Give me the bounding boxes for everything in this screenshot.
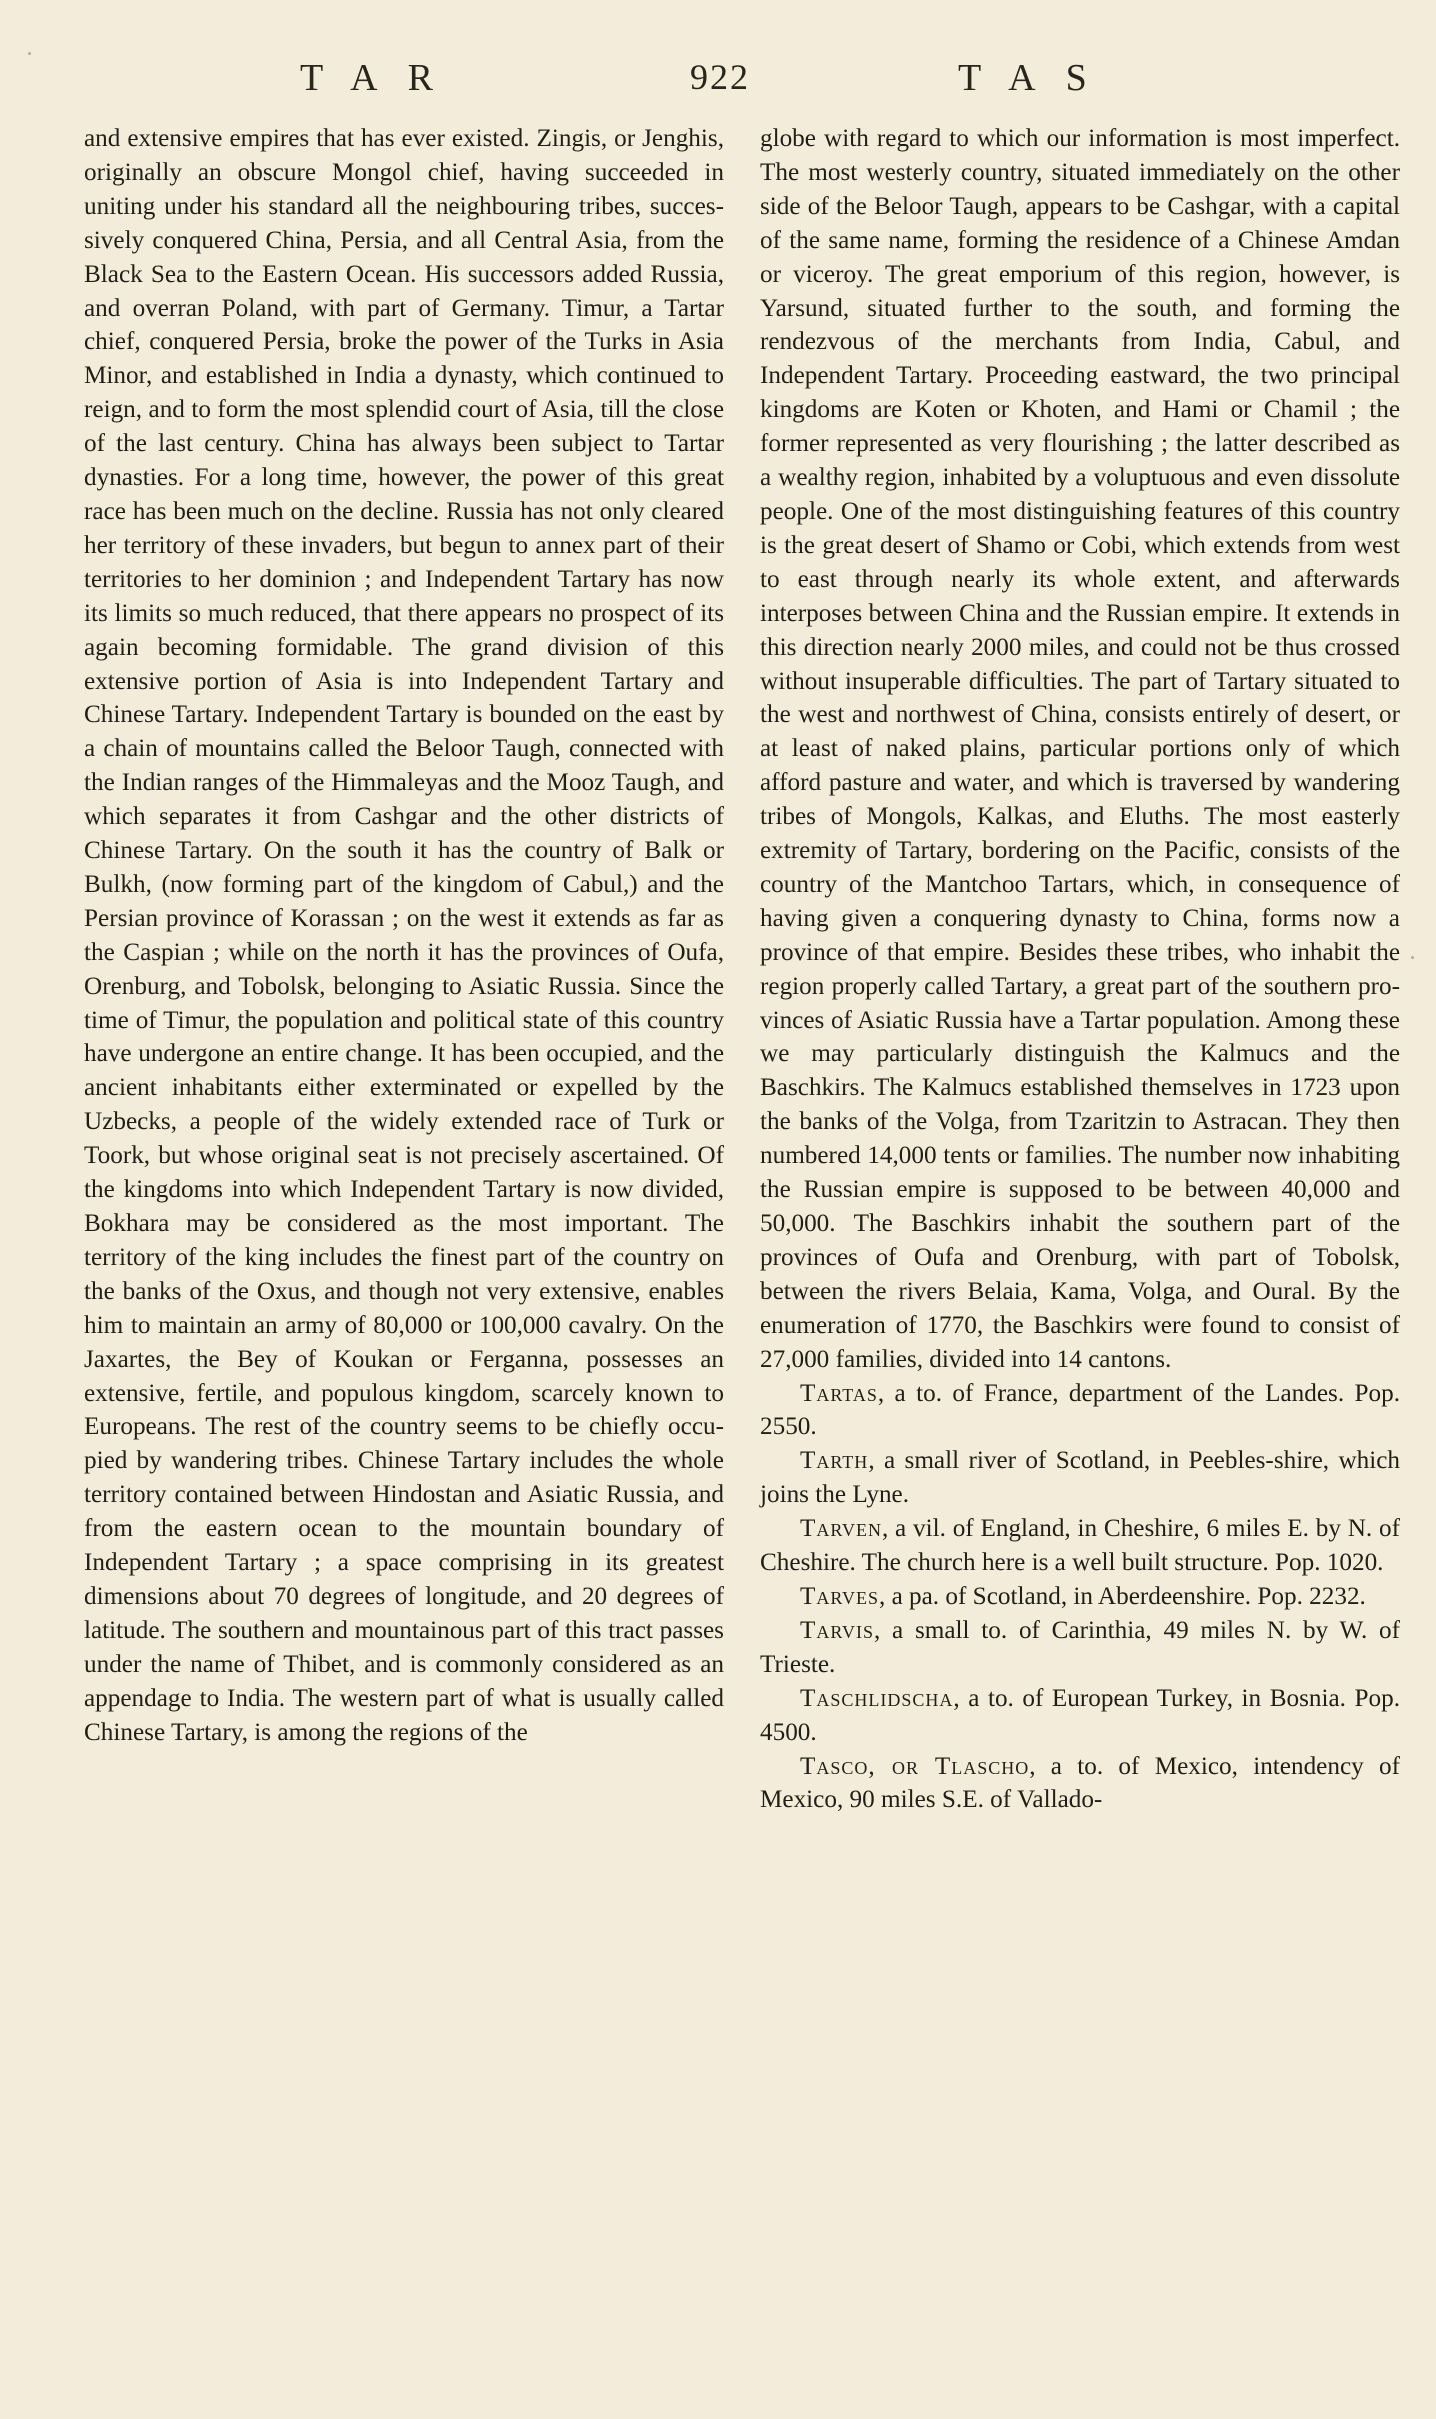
entry-headword: Taschlidscha (800, 1684, 954, 1712)
entry-headword: Tarves (800, 1582, 879, 1610)
entry-body: , a vil. of England, in Cheshire, 6 miles E. by N. of Cheshire. The church here is a well built structure. Pop. 1020. (760, 1515, 1400, 1577)
gazetteer-entry (760, 1580, 1400, 1614)
entry-body: , a small river of Scotland, in Peebles-shire, which joins the Lyne. (760, 1447, 1400, 1509)
gazetteer-entry (760, 1444, 1400, 1512)
running-head-right: TAS (958, 57, 1117, 99)
entry-headword: Tasco, or Tlascho (800, 1752, 1030, 1780)
running-head (0, 56, 1436, 116)
tartary-article-conclusion: globe with regard to which our information is most imperfect. The most westerly country, situated immediately on the other side of the Beloor Taugh, appears to be Cashgar, with a capital of the same name, forming the residence of a Chinese Amdan or viceroy. The great emporium of this region, however, is Yarsund, situated further to the south, and forming the rendezvous of the merchants from India, Cabul, and Independent Tartary. Proceeding eastward, the two principal kingdoms are Koten or Khoten, and Hami or Chamil ; the former represented as very flourishing ; the latter described as a wealthy region, inhabited by a voluptuous and even dissolute people. One of the most distinguishing features of this country is the great desert of Shamo or Cobi, which extends from west to east through nearly its whole extent, and afterwards interposes between China and the Russian empire. It extends in this direction nearly 2000 miles, and could not be thus crossed without insuperable difficulties. The part of Tartary situated to the west and northwest of China, consists entirely of desert, or at least of naked plains, particular portions only of which afford pasture and water, and which is traversed by wandering tribes of Mongols, Kalkas, and Eluths. The most easterly extremity of Tartary, bordering on the Pacific, consists of the country of the Mantchoo Tartars, which, in consequence of having given a conquering dynasty to China, forms now a province of that empire. Besides these tribes, who inhabit the region properly called Tartary, a great part of the southern provinces of Asiatic Russia have a Tartar population. Among these we may particularly distinguish the Kalmucs and the Baschkirs. The Kalmucs established themselves in 1723 upon the banks of the Volga, from Tzaritzin to Astracan. They then numbered 14,000 tents or families. The number now inhabiting the Russian empire is supposed to be between 40,000 and 50,000. The Baschkirs inhabit the southern part of the provinces of Oufa and Orenburg, with part of Tobolsk, between the rivers Belaia, Kama, Volga, and Oural. By the enumeration of 1770, the Baschkirs were found to consist of 27,000 families, divided into 14 cantons. (760, 125, 1400, 1373)
entry-body: , a to. of France, department of the Landes. Pop. 2550. (760, 1379, 1400, 1441)
entry-headword: Tarvis (800, 1616, 874, 1644)
gazetteer-entry (760, 1377, 1400, 1445)
gazetteer-entry (760, 1512, 1400, 1580)
paper-speck (28, 52, 31, 55)
gazetteer-entry (760, 1682, 1400, 1750)
entry-body: , a small to. of Carinthia, 49 miles N. by W. of Trieste. (760, 1616, 1400, 1678)
tartary-article-continued: and extensive empires that has ever existed. Zingis, or Jenghis, originally an obscure Mongol chief, having succeeded in uniting under his standard all the neighbouring tribes, successively conquered China, Persia, and all Central Asia, from the Black Sea to the Eastern Ocean. His successors added Russia, and overran Poland, with part of Germany. Timur, a Tartar chief, conquered Persia, broke the power of the Turks in Asia Minor, and established in India a dynasty, which continued to reign, and to form the most splendid court of Asia, till the close of the last century. China has always been subject to Tartar dynasties. For a long time, however, the power of this great race has been much on the decline. Russia has not only cleared her territory of these invaders, but begun to annex part of their territories to her dominion ; and Independent Tartary has now its limits so much reduced, that there appears no prospect of its again becoming formidable. The grand division of this extensive portion of Asia is into Independent Tartary and Chinese Tartary. Independent Tartary is bounded on the east by a chain of mountains called the Beloor Taugh, connected with the Indian ranges of the Himmaleyas and the Mooz Taugh, and which separates it from Cashgar and the other districts of Chinese Tartary. On the south it has the country of Balk or Bulkh, (now forming part of the kingdom of Cabul,) and the Persian province of Korassan ; on the west it extends as far as the Caspian ; while on the north it has the provinces of Oufa, Orenburg, and Tobolsk, belonging to Asiatic Russia. Since the time of Timur, the population and political state of this country have undergone an entire change. It has been occupied, and the ancient inhabitants either exterminated or expelled by the Uzbecks, a people of the widely extended race of Turk or Toork, but whose original seat is not precisely ascertained. Of the kingdoms into which Independent Tartary is now divided, Bokhara may be considered as the most important. The territory of the king includes the finest part of the country on the banks of the Oxus, and though not very extensive, enables him to maintain an army of 80,000 or 100,000 cavalry. On the Jaxartes, the Bey of Koukan or Ferganna, possesses an extensive, fertile, and populous kingdom, scarcely known to Europeans. The rest of the country seems to be chiefly occupied by wandering tribes. Chinese Tartary includes the whole territory contained between Hindostan and Asiatic Russia, and from the eastern ocean to the mountain boundary of Independent Tartary ; a space comprising in its greatest dimensions about 70 degrees of longitude, and 20 degrees of latitude. The southern and mountainous part of this tract passes under the name of Thibet, and is commonly considered as an appendage to India. The western part of what is usually called Chinese Tartary, is among the regions of the (84, 125, 724, 1746)
entry-body: , a to. of European Turkey, in Bosnia. Pop. 4500. (760, 1684, 1400, 1746)
running-head-left: TAR (300, 57, 463, 99)
gazetteer-entry (760, 1750, 1400, 1818)
right-column (760, 122, 1400, 1817)
left-column (84, 122, 724, 1750)
entry-body: , a to. of Mexico, intendency of Mexico, 90 miles S.E. of Vallado- (760, 1752, 1400, 1814)
gazetteer-entry (760, 1614, 1400, 1682)
paper-speck (1411, 956, 1414, 959)
entry-headword: Tarven (800, 1515, 882, 1543)
entry-headword: Tarth (800, 1447, 869, 1475)
entry-headword: Tartas (800, 1379, 878, 1407)
page-number: 922 (690, 57, 750, 97)
entry-body: , a pa. of Scotland, in Aberdeenshire. Pop. 2232. (878, 1582, 1366, 1610)
